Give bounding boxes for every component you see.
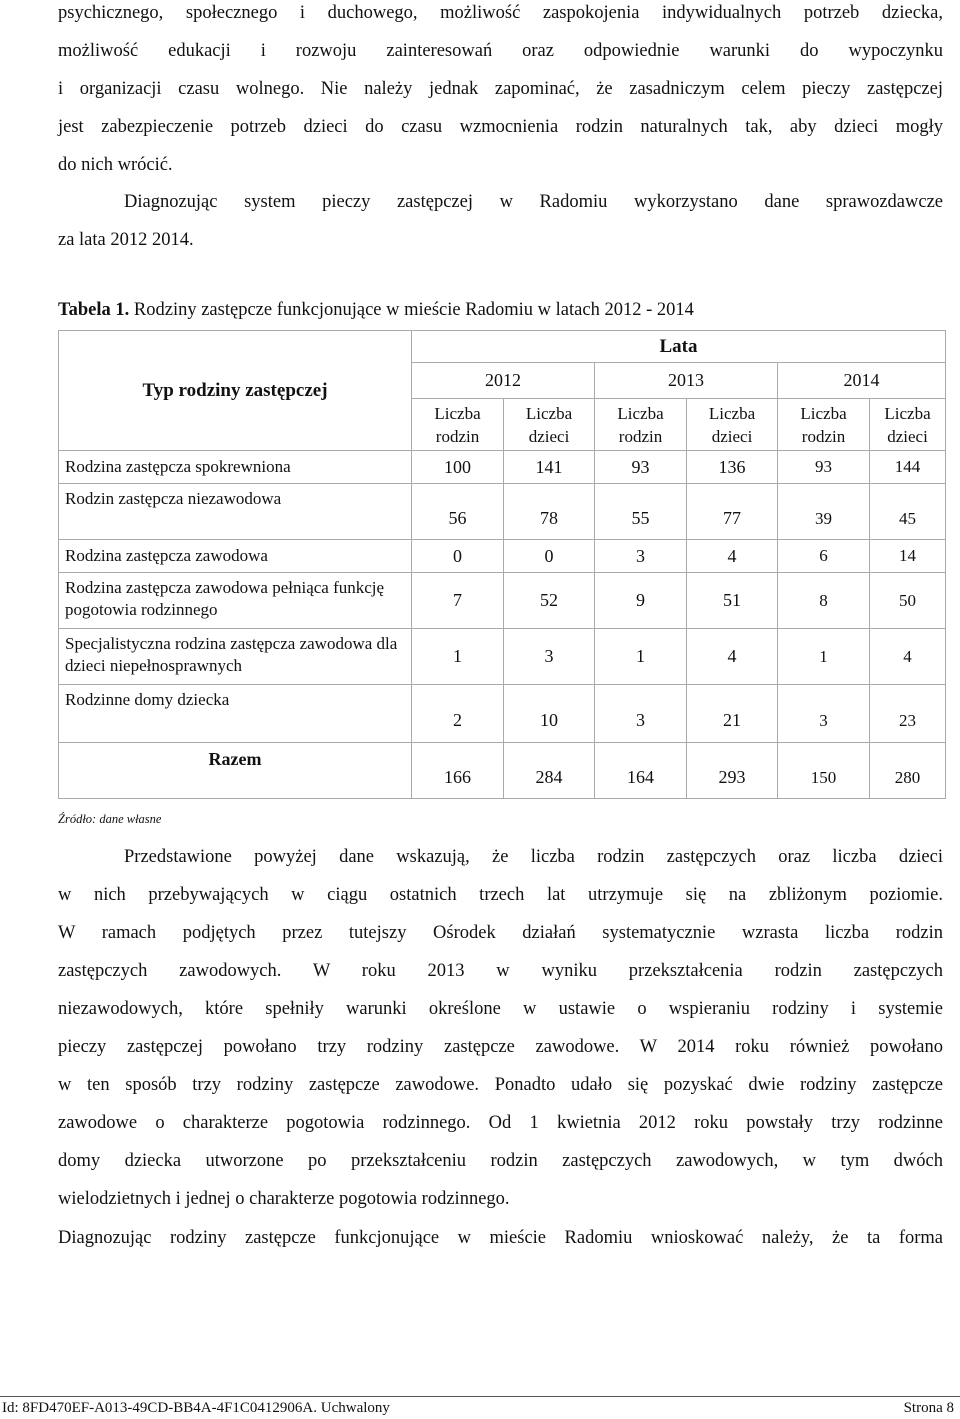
table-row: [59, 573, 946, 629]
text-line: Diagnozując system pieczy zastępczej w Radomiu wykorzystano dane sprawozdawcze: [124, 192, 943, 212]
value-cell: 0: [504, 540, 595, 573]
text-line: wielodzietnych i jednej o charakterze pogotowia rodzinnego.: [58, 1189, 510, 1209]
total-value-cell: 293: [687, 743, 778, 799]
year-header-2013: 2013: [595, 363, 778, 399]
table-row: [59, 484, 946, 540]
value-cell: 77: [687, 484, 778, 540]
value-cell: 93: [595, 451, 687, 484]
value-cell: 9: [595, 573, 687, 629]
value-cell: 4: [870, 629, 946, 685]
value-cell: 23: [870, 685, 946, 743]
value-cell: 0: [412, 540, 504, 573]
value-cell: 51: [687, 573, 778, 629]
value-cell: 100: [412, 451, 504, 484]
table-caption-text: Rodziny zastępcze funkcjonujące w mieście Radomiu w latach 2012 - 2014: [129, 300, 694, 320]
value-cell: 45: [870, 484, 946, 540]
text-line: za lata 2012 2014.: [58, 230, 194, 250]
table-caption: [58, 300, 694, 321]
value-cell: 136: [687, 451, 778, 484]
source-note: Źródło: dane własne: [58, 812, 162, 826]
text-line: W ramach podjętych przez tutejszy Ośrodek działań systematycznie wzrasta liczba rodzin: [58, 923, 943, 943]
years-header: Lata: [412, 331, 946, 363]
value-cell: 93: [778, 451, 870, 484]
total-row: [59, 743, 946, 799]
summary-paragraph: [58, 838, 943, 1218]
year-header-2014: 2014: [778, 363, 946, 399]
footer-divider: [0, 1396, 960, 1397]
subheader-cell: Liczba dzieci: [687, 399, 778, 451]
value-cell: 2: [412, 685, 504, 743]
text-line: i organizacji czasu wolnego. Nie należy jednak zapominać, że zasadniczym celem pieczy zastępczej: [58, 79, 943, 99]
value-cell: 7: [412, 573, 504, 629]
value-cell: 3: [595, 685, 687, 743]
row-label: Rodzinne domy dziecka: [59, 685, 412, 743]
value-cell: 55: [595, 484, 687, 540]
row-label: [59, 573, 412, 629]
value-cell: 3: [504, 629, 595, 685]
document-id: Id: 8FD470EF-A013-49CD-BB4A-4F1C0412906A. Uchwalony: [2, 1400, 390, 1416]
value-cell: 78: [504, 484, 595, 540]
text-line: w ten sposób trzy rodziny zastępcze zawodowe. Ponadto udało się pozyskać dwie rodziny zastępcze: [58, 1075, 943, 1095]
value-cell: 144: [870, 451, 946, 484]
page-number: Strona 8: [903, 1400, 954, 1416]
value-cell: 6: [778, 540, 870, 573]
value-cell: 14: [870, 540, 946, 573]
subheader-cell: Liczba dzieci: [504, 399, 595, 451]
row-label: Rodzina zastępcza zawodowa: [59, 540, 412, 573]
foster-families-table: [58, 330, 946, 799]
value-cell: 1: [778, 629, 870, 685]
total-value-cell: 166: [412, 743, 504, 799]
row-label-text: Rodzina zastępcza zawodowa pełniąca funkcję pogotowia rodzinnego: [65, 578, 385, 619]
table-row: [59, 451, 946, 484]
value-cell: 50: [870, 573, 946, 629]
value-cell: 10: [504, 685, 595, 743]
text-line: zawodowe o charakterze pogotowia rodzinnego. Od 1 kwietnia 2012 roku powstały trzy rodzinne: [58, 1113, 943, 1133]
text-line: psychicznego, społecznego i duchowego, możliwość zaspokojenia indywidualnych potrzeb dziecka,: [58, 3, 943, 23]
value-cell: 1: [412, 629, 504, 685]
value-cell: 1: [595, 629, 687, 685]
value-cell: 4: [687, 629, 778, 685]
value-cell: 3: [778, 685, 870, 743]
subheader-cell: Liczba rodzin: [595, 399, 687, 451]
table-row: [59, 629, 946, 685]
text-line: do nich wrócić.: [58, 155, 173, 175]
diagnosis-paragraph: [58, 183, 943, 259]
text-line: zastępczych zawodowych. W roku 2013 w wyniku przekształcenia rodzin zastępczych: [58, 961, 943, 981]
year-header-2012: 2012: [412, 363, 595, 399]
table-row: [59, 685, 946, 743]
row-label: [59, 629, 412, 685]
text-line: domy dziecka utworzone po przekształceniu rodzin zastępczych zawodowych, w tym dwóch: [58, 1151, 943, 1171]
value-cell: 39: [778, 484, 870, 540]
total-value-cell: 284: [504, 743, 595, 799]
table-row: [59, 540, 946, 573]
value-cell: 21: [687, 685, 778, 743]
text-line: niezawodowych, które spełniły warunki określone w ustawie o wspieraniu rodziny i systemie: [58, 999, 943, 1019]
intro-paragraph: [58, 0, 943, 184]
text-line: Diagnozując rodziny zastępcze funkcjonujące w mieście Radomiu wnioskować należy, że ta forma: [58, 1228, 943, 1248]
text-line: w nich przebywających w ciągu ostatnich trzech lat utrzymuje się na zbliżonym poziomie.: [58, 885, 943, 905]
closing-line: [58, 1219, 943, 1257]
value-cell: 56: [412, 484, 504, 540]
text-line: pieczy zastępczej powołano trzy rodziny zastępcze zawodowe. W 2014 roku również powołano: [58, 1037, 943, 1057]
value-cell: 4: [687, 540, 778, 573]
text-line: jest zabezpieczenie potrzeb dzieci do czasu wzmocnienia rodzin naturalnych tak, aby dzieci mogły: [58, 117, 943, 137]
subheader-cell: Liczba rodzin: [412, 399, 504, 451]
subheader-cell: Liczba dzieci: [870, 399, 946, 451]
row-label: Rodzina zastępcza spokrewniona: [59, 451, 412, 484]
total-label: Razem: [59, 743, 412, 799]
total-value-cell: 150: [778, 743, 870, 799]
total-value-cell: 164: [595, 743, 687, 799]
value-cell: 52: [504, 573, 595, 629]
value-cell: 3: [595, 540, 687, 573]
type-header: Typ rodziny zastępczej: [59, 331, 412, 451]
text-line: możliwość edukacji i rozwoju zainteresowań oraz odpowiednie warunki do wypoczynku: [58, 41, 943, 61]
text-line: Przedstawione powyżej dane wskazują, że liczba rodzin zastępczych oraz liczba dzieci: [124, 847, 943, 867]
row-label: Rodzin zastępcza niezawodowa: [59, 484, 412, 540]
table-caption-label: Tabela 1.: [58, 300, 130, 320]
value-cell: 8: [778, 573, 870, 629]
row-label-text: Specjalistyczna rodzina zastępcza zawodowa dla dzieci niepełnosprawnych: [65, 634, 398, 675]
total-value-cell: 280: [870, 743, 946, 799]
value-cell: 141: [504, 451, 595, 484]
subheader-cell: Liczba rodzin: [778, 399, 870, 451]
